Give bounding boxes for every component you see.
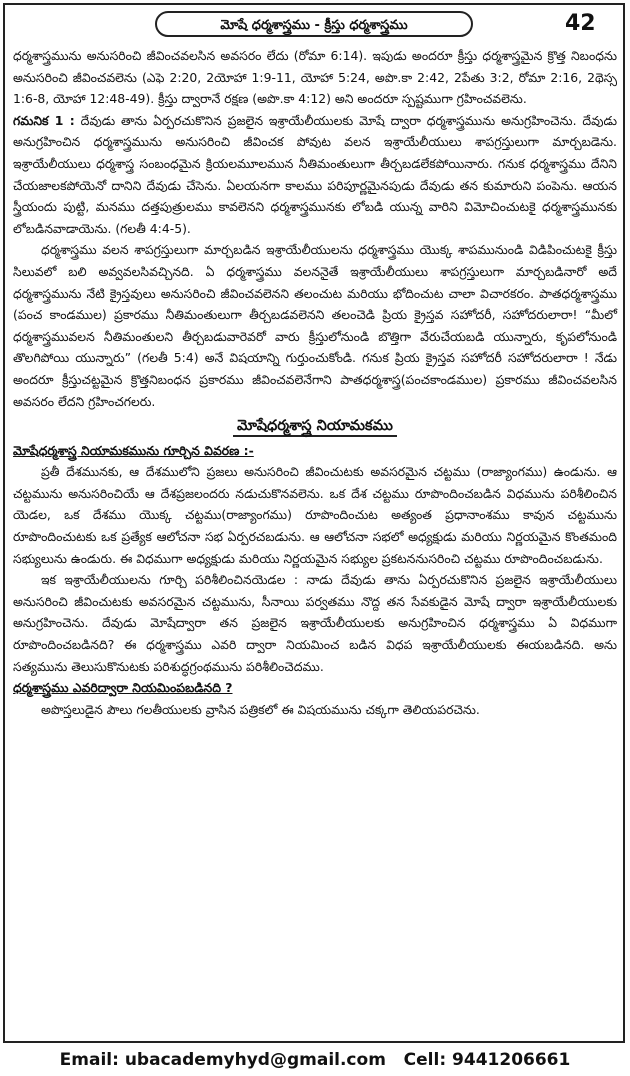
footer-cell: Cell: 9441206661	[403, 1050, 571, 1070]
footer-email: Email: ubacademyhyd@gmail.com	[59, 1050, 386, 1070]
page-frame	[3, 3, 625, 1043]
page-content	[13, 45, 617, 720]
intro-paragraph: ధర్మశాస్త్రమును అనుసరించి జీవించవలసిన అవసరం లేదు (రోమా 6:14). ఇపుడు అందరూ క్రీస్తు ధర్మశాస్త్రమైన క్రొత్త నిబంధను అనుసరించి జీవించవలెను (ఎఫె 2:20, 2యోహా 1:9-11, యోహా 5:24, అపొ.కా 2:42, 2పేతు 3:2, రోమా 2:16, 2థెస్స 1:6-8, యోహా 12:48-49). క్రీస్తు ద్వారానే రక్షణ (అపొ.కా 4:12) అని అందరూ స్పష్టముగా గ్రహించవలెను.	[13, 48, 617, 107]
paragraph-5: అపొస్తలుడైన పౌలు గలతీయులకు వ్రాసిన పత్రికలో ఈ విషయమును చక్కగా తెలియపరచెను.	[41, 701, 480, 717]
page-footer	[0, 1046, 630, 1074]
paragraph-2: ధర్మశాస్త్రము వలన శాపగ్రస్తులుగా మార్చబడిన ఇశ్రాయేలీయులను ధర్మశాస్త్రము యొక్క శాపమునుండి విడిపించుటకై క్రీస్తు సిలువలో బలి అవ్వవలసివచ్చినది. ఏ ధర్మశాస్త్రము వలననైతే ఇశ్రాయేలీయులు శాపగ్రస్తులుగా మార్చబడినారో అదే ధర్మశాస్త్రమును నేటి క్రైస్తవులు అనుసరించి జీవించవలెనని తలంచుట మరియు భోదించుట చాలా విచారకరం. పాతధర్మశాస్త్రము (పంచ కాండముల) ప్రకారము నీతిమంతులుగా తీర్చబడవలెనని తలంచెడి ప్రియ క్రైస్తవ సహోదరీ, సహోదరులారా! “మీలో ధర్మశాస్త్రమువలన నీతిమంతులని తీర్చబడువారెవరో వారు క్రీస్తులోనుండి బొత్తిగా వేరుచేయబడి యున్నారు, కృపలోనుండి తొలగిపోయి యున్నారు” (గలతీ 5:4) అనే విషయాన్ని గుర్తుంచుకోండి. గనుక ప్రియ క్రైస్తవ సహోదరీ సహోదరులారా ! నేడు అందరూ క్రీస్తుచట్టమైన క్రొత్తనిబంధన ప్రకారము జీవించవలెనేగాని పాతధర్మశాస్త్ర(పంచకాండముల) ప్రకారము జీవించవలసిన అవసరం లేదని గ్రహించగలరు.	[13, 242, 617, 409]
page-header	[5, 5, 627, 45]
section-heading-text: మోషేధర్మశాస్త్ర నియామకము	[233, 418, 397, 437]
note-1-text: దేవుడు తాను ఏర్పరచుకొనిన ప్రజలైన ఇశ్రాయేలీయులకు మోషే ద్వారా ధర్మశాస్త్రమును అనుగ్రహించెను. దేవుడు అనుగ్రహించిన ధర్మశాస్త్రమును అనుసరించి జీవించక పోవుట వలన ఇశ్రాయేలీయులు శాపగ్రస్తులుగా మార్చబడెను. ఇశ్రాయేలీయులు ధర్మశాస్త్ర సంబంధమైన క్రియలమూలమున నీతిమంతులుగా తీర్చబడలేకపోయినారు. గనుక ధర్మశాస్త్రము దేనిని చేయజాలకపోయెనో దానిని దేవుడు చేసెను. ఏలయనగా కాలము పరిపూర్ణమైనపుడు దేవుడు తన కుమారుని పంపెను. ఆయన స్త్రీయందు పుట్టి, మనము దత్తపుత్రులము కావలెనని ధర్మశాస్త్రమునకు లోబడి యున్న వారిని విమోచించుటకై ధర్మశాస్త్రమునకు లోబడినవాడాయెను. (గలతీ 4:4-5).	[13, 112, 617, 236]
sub-heading-2: ధర్మశాస్త్రము ఎవరిద్వారా నియమింపబడినది ?	[13, 680, 233, 696]
section-heading	[13, 416, 617, 438]
page-number: 42	[565, 11, 596, 36]
note-1-label: గమనిక 1 :	[13, 112, 75, 128]
note-1	[13, 110, 617, 240]
paragraph-4: ఇక ఇశ్రాయేలీయులను గూర్చి పరిశీలించినయెడల : నాడు దేవుడు తాను ఏర్పరచుకొనిన ప్రజలైన ఇశ్రాయేలీయులు అనుసరించి జీవించుటకు అవసరమైన చట్టమును, సీనాయి పర్వతము నొద్ద తన సేవకుడైన మోషే ద్వారా ఇశ్రాయేలీయులకు అనుగ్రహించెను. దేవుడు మోషేద్వారా తన ప్రజలైన ఇశ్రాయేలీయులకు అనుగ్రహించిన ధర్మశాస్త్రము ఏ విధముగా రూపొందించబడినది? ఈ ధర్మశాస్త్రము ఎవరి ద్వారా నియమించ బడిన విధప ఇశ్రాయేలీయులకు ఈయబడినది. అను సత్యమును తెలుసుకొనుటకు పరిశుద్ధగ్రంథమును పరిశీలించెదము.	[13, 572, 617, 674]
sub-heading-1: మోషేధర్మశాస్త్ర నియామకమును గూర్చిన వివరణ :-	[13, 442, 254, 458]
page-title: మోషే ధర్మశాస్త్రము - క్రీస్తు ధర్మశాస్త్రము	[155, 11, 473, 37]
paragraph-3: ప్రతీ దేశమునకు, ఆ దేశములోని ప్రజలు అనుసరించి జీవించుటకు అవసరమైన చట్టము (రాజ్యాంగము) ఉండును. ఆ చట్టమును అనుసరించియే ఆ దేశప్రజలందరు నడుచుకొనవలెను. ఒక దేశ చట్టము రూపొందించబడిన విధమును పరిశీలించిన యెడల, ఒక దేశము యొక్క చట్టము(రాజ్యాంగము) రూపొందించుట అత్యంత ప్రధానాంశము కావున చట్టమును రూపొందించుటకు ఒక ప్రత్యేక ఆలోచనా సభ ఏర్పరచబడును. ఆ ఆలోచనా సభలో అధ్యక్షుడు మరియు నిర్ణయమైన కొంతమంది సభ్యులును ఉండురు. ఈ విధముగా అధ్యక్షుడు మరియు నిర్ణయమైన సభ్యుల ప్రకటననుసరించి చట్టము రూపొందించబడును.	[13, 464, 617, 566]
